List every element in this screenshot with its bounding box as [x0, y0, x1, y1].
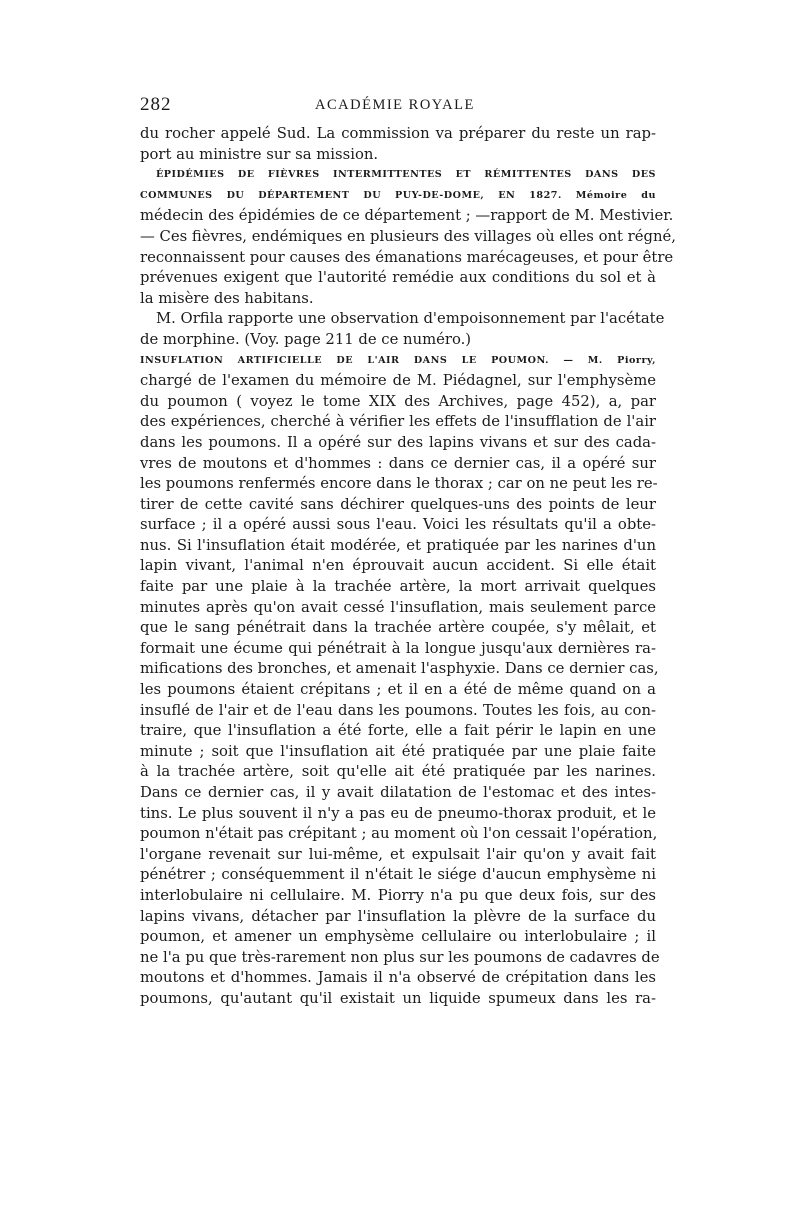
- text-line: formait une écume qui pénétrait à la longue jusqu'aux dernières ra-: [140, 639, 656, 657]
- page-header: [140, 94, 656, 124]
- text-line: médecin des épidémies de ce département ; —rapport de M. Mestivier.: [140, 207, 674, 225]
- page: [140, 94, 676, 1010]
- text-line: du rocher appelé Sud. La commission va préparer du reste un rap-: [140, 125, 656, 142]
- text-line: prévenues exigent que l'autorité remédie aux conditions du sol et à: [140, 269, 656, 287]
- text-line: du poumon ( voyez le tome XIX des Archives, page 452), a, par: [140, 392, 656, 410]
- text-line: nus. Si l'insuflation était modérée, et pratiquée par les narines d'un: [140, 536, 656, 554]
- text-line: les poumons renfermés encore dans le thorax ; car on ne peut les re-: [140, 475, 658, 493]
- text-line: moutons et d'hommes. Jamais il n'a observé de crépitation dans les: [140, 969, 656, 987]
- section-heading-line: ÉPIDÉMIES DE FIÈVRES INTERMITTENTES ET RÉMITTENTES DANS DES: [156, 169, 656, 181]
- text-line: à la trachée artère, soit qu'elle ait été pratiquée par les narines.: [140, 763, 656, 781]
- text-line: mifications des bronches, et amenait l'asphyxie. Dans ce dernier cas,: [140, 660, 659, 678]
- text-line: dans les poumons. Il a opéré sur des lapins vivans et sur des cada-: [140, 433, 656, 451]
- running-title: ACADÉMIE ROYALE: [315, 97, 475, 113]
- page-number: 282: [140, 94, 172, 115]
- text-line: chargé de l'examen du mémoire de M. Piédagnel, sur l'emphysème: [140, 372, 656, 390]
- section-heading-line: COMMUNES DU DÉPARTEMENT DU PUY-DE-DOME, EN 1827. Mémoire du: [140, 189, 656, 201]
- text-line: faite par une plaie à la trachée artère, la mort arrivait quelques: [140, 578, 656, 596]
- text-line: des expériences, cherché à vérifier les effets de l'insufflation de l'air: [140, 413, 656, 431]
- text-line: poumons, qu'autant qu'il existait un liquide spumeux dans les ra-: [140, 989, 656, 1007]
- section-heading-line: INSUFLATION ARTIFICIELLE DE L'AIR DANS LE POUMON. — M. Piorry,: [140, 354, 656, 366]
- text-line: tins. Le plus souvent il n'y a pas eu de pneumo-thorax produit, et le: [140, 804, 656, 822]
- text-line: M. Orfila rapporte une observation d'empoisonnement par l'acétate: [156, 310, 665, 328]
- text-line: Dans ce dernier cas, il y avait dilatation de l'estomac et des intes-: [140, 784, 656, 801]
- text-line: reconnaissent pour causes des émanations marécageuses, et pour être: [140, 248, 674, 266]
- text-line: lapin vivant, l'animal n'en éprouvait aucun accident. Si elle était: [140, 557, 656, 575]
- text-line: poumon n'était pas crépitant ; au moment où l'on cessait l'opération,: [140, 825, 658, 843]
- text-line: ne l'a pu que très-rarement non plus sur les poumons de cadavres de: [140, 948, 660, 966]
- text-line: que le sang pénétrait dans la trachée artère coupée, s'y mêlait, et: [140, 619, 656, 637]
- text-line: traire, que l'insuflation a été forte, elle a fait périr le lapin en une: [140, 722, 656, 740]
- text-line: poumon, et amener un emphysème cellulaire ou interlobulaire ; il: [140, 928, 656, 946]
- text-line: minutes après qu'on avait cessé l'insuflation, mais seulement parce: [140, 598, 656, 616]
- text-line: vres de moutons et d'hommes : dans ce dernier cas, il a opéré sur: [140, 454, 656, 472]
- text-line: tirer de cette cavité sans déchirer quelques-uns des points de leur: [140, 495, 656, 513]
- text-line: la misère des habitans.: [140, 289, 314, 307]
- text-line: les poumons étaient crépitans ; et il en a été de même quand on a: [140, 681, 656, 699]
- text-line: de morphine. (Voy. page 211 de ce numéro.): [140, 330, 472, 348]
- text-line: lapins vivans, détacher par l'insuflation la plèvre de la surface du: [140, 907, 656, 925]
- text-block: [140, 124, 676, 1010]
- text-line: minute ; soit que l'insuflation ait été pratiquée par une plaie faite: [140, 742, 656, 760]
- text-line: pénétrer ; conséquemment il n'était le siége d'aucun emphysème ni: [140, 866, 656, 884]
- text-line: interlobulaire ni cellulaire. M. Piorry n'a pu que deux fois, sur des: [140, 886, 656, 904]
- text-line: port au ministre sur sa mission.: [140, 145, 379, 163]
- text-line: l'organe revenait sur lui-même, et expulsait l'air qu'on y avait fait: [140, 845, 656, 863]
- text-line: insuflé de l'air et de l'eau dans les poumons. Toutes les fois, au con-: [140, 701, 656, 719]
- text-line: surface ; il a opéré aussi sous l'eau. Voici les résultats qu'il a obte-: [140, 516, 656, 534]
- text-line: — Ces fièvres, endémiques en plusieurs des villages où elles ont régné,: [140, 227, 676, 245]
